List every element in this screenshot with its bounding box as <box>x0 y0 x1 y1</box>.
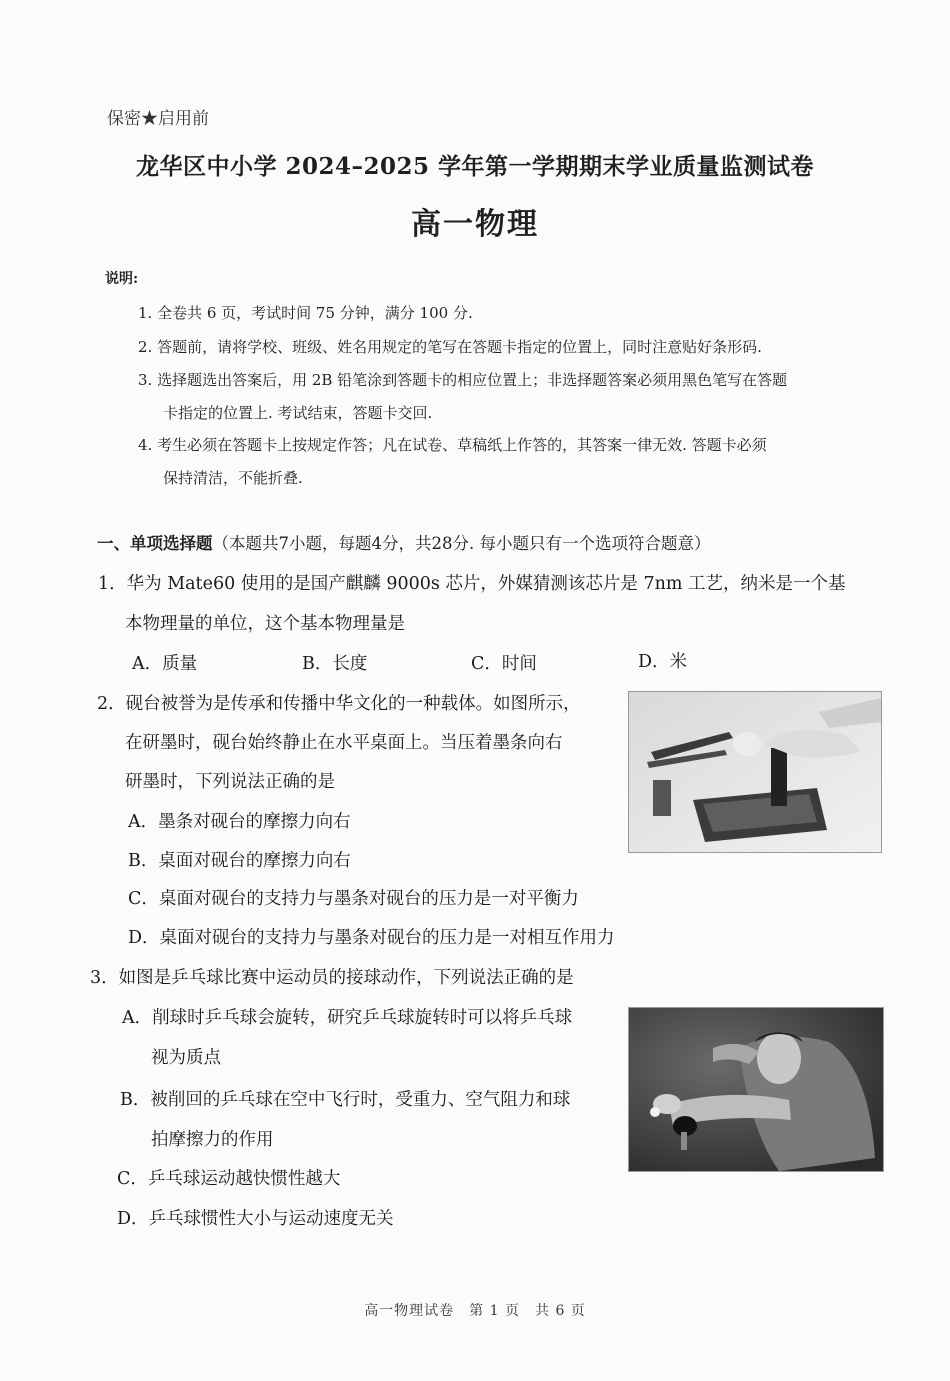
page-footer: 高一物理试卷 第 1 页 共 6 页 <box>364 1303 586 1319</box>
question-2-stem: 2．砚台被誉为是传承和传播中华文化的一种载体。如图所示， <box>97 694 581 714</box>
note-item-continuation: 保持清洁，不能折叠. <box>163 469 303 487</box>
note-item: 2. 答题前，请将学校、班级、姓名用规定的笔写在答题卡指定的位置上，同时注意贴好条形码. <box>138 338 762 356</box>
question-3-option-c: C．乒乓球运动越快惯性越大 <box>117 1169 341 1189</box>
question-3-stem: 3．如图是乒乓球比赛中运动员的接球动作，下列说法正确的是 <box>90 968 574 988</box>
note-item-continuation: 卡指定的位置上. 考试结束，答题卡交回. <box>163 404 433 422</box>
question-1-option-a: A．质量 <box>132 654 198 674</box>
exam-subject: 高一物理 <box>411 207 539 242</box>
question-1-stem-cont: 本物理量的单位，这个基本物理量是 <box>125 614 405 634</box>
question-2-option-a: A．墨条对砚台的摩擦力向右 <box>128 812 351 832</box>
note-item: 3. 选择题选出答案后，用 2B 铅笔涂到答题卡的相应位置上；非选择题答案必须用黑色笔写在答题 <box>138 371 788 389</box>
question-2-option-c: C．桌面对砚台的支持力与墨条对砚台的压力是一对平衡力 <box>128 889 579 909</box>
question-1-option-c: C．时间 <box>471 654 537 674</box>
question-2-stem-cont: 在研墨时，砚台始终静止在水平桌面上。当压着墨条向右 <box>125 733 563 753</box>
question-3-option-a-cont: 视为质点 <box>151 1048 221 1068</box>
section-title: 一、单项选择题 <box>97 534 213 553</box>
note-item: 4. 考生必须在答题卡上按规定作答；凡在试卷、草稿纸上作答的，其答案一律无效. 答题卡必须 <box>138 436 767 454</box>
confidential-mark: 保密★启用前 <box>107 109 209 129</box>
exam-title: 龙华区中小学 2024–2025 学年第一学期期末学业质量监测试卷 <box>135 153 815 180</box>
inkstone-photo <box>628 691 882 853</box>
question-1-stem: 1．华为 Mate60 使用的是国产麒麟 9000s 芯片，外媒猜测该芯片是 7nm 工艺，纳米是一个基 <box>98 574 846 594</box>
question-2-option-d: D．桌面对砚台的支持力与墨条对砚台的压力是一对相互作用力 <box>128 928 615 948</box>
section-heading <box>97 530 710 554</box>
table-tennis-photo <box>628 1007 884 1172</box>
question-3-option-a: A．削球时乒乓球会旋转，研究乒乓球旋转时可以将乒乓球 <box>122 1008 573 1028</box>
section-description: （本题共7小题，每题4分，共28分. 每小题只有一个选项符合题意） <box>212 534 711 553</box>
question-3-option-b-cont: 拍摩擦力的作用 <box>151 1130 274 1150</box>
notes-label: 说明: <box>105 271 139 287</box>
question-1-option-b: B．长度 <box>302 654 368 674</box>
question-1-option-d: D．米 <box>638 652 688 672</box>
question-3-option-d: D．乒乓球惯性大小与运动速度无关 <box>117 1209 394 1229</box>
question-3-option-b: B．被削回的乒乓球在空中飞行时，受重力、空气阻力和球 <box>120 1090 571 1110</box>
question-2-option-b: B．桌面对砚台的摩擦力向右 <box>128 851 351 871</box>
question-2-stem-cont: 研墨时，下列说法正确的是 <box>125 772 335 792</box>
note-item: 1. 全卷共 6 页，考试时间 75 分钟，满分 100 分. <box>138 304 473 322</box>
